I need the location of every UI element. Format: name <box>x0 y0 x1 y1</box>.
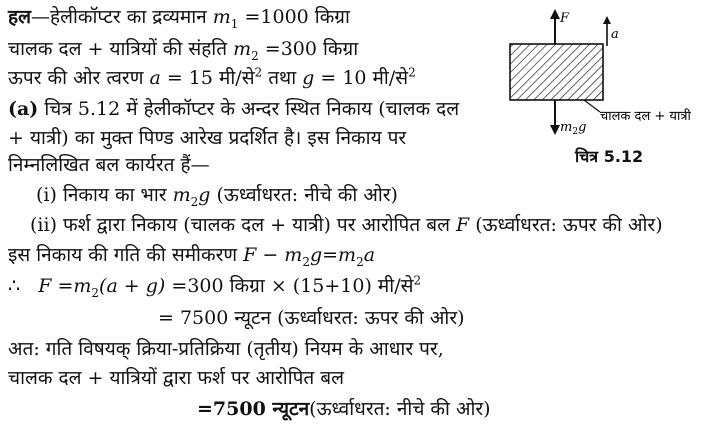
solution-line-9: इस निकाय की गति की समीकरण $F - m_2g=m_2a$ <box>8 244 376 269</box>
solution-line-5: + यात्री) का मुक्त पिण्ड आरेख प्रदर्शित है। इस निकाय पर <box>8 127 407 149</box>
solution-heading: हल <box>8 6 31 28</box>
solution-line-1: हल—हेलीकॉप्टर का द्रव्यमान $m_1 =1000$ किग्रा <box>8 6 350 31</box>
weight-label: $m_2g$ <box>560 120 587 137</box>
solution-line-3: ऊपर की ओर त्वरण a = 15 मी/से$^2$ तथा g = 10 मी/से$^2$ <box>8 65 416 89</box>
force-F-label: F <box>560 11 570 26</box>
solution-line-11: = 7500 न्यूटन (ऊर्ध्वाधरत: ऊपर की ओर) <box>158 307 465 329</box>
figure-caption: चित्र 5.12 <box>575 147 644 166</box>
solution-line-10: ∴ $F =m_2(a + g) =300$ किग्रा × (15+10) मी/से$^2$ <box>8 273 422 300</box>
solution-line-12: अत: गति विषयक् क्रिया-प्रतिक्रिया (तृतीय) नियम के आधार पर, <box>8 338 444 360</box>
solution-line-13: चालक दल + यात्रियों द्वारा फर्श पर आरोपित बल <box>8 367 345 389</box>
system-label: चालक दल + यात्री <box>600 109 691 124</box>
acceleration-label: a <box>611 27 619 42</box>
solution-line-6: निम्नलिखित बल कार्यरत हैं— <box>8 154 210 176</box>
solution-line-7: (i) निकाय का भार $m_2g$ (ऊर्ध्वाधरत: नीचे की ओर) <box>36 184 398 209</box>
solution-line-2: चालक दल + यात्रियों की संहति $m_2 =300$ किग्रा <box>8 38 359 63</box>
solution-line-4: (a) चित्र 5.12 में हेलीकॉप्टर के अन्दर स्थित निकाय (चालक दल <box>8 98 460 120</box>
solution-line-8: (ii) फर्श द्वारा निकाय (चालक दल + यात्री) पर आरोपित बल F (ऊर्ध्वाधरत: ऊपर की ओर) <box>30 214 663 236</box>
solution-line-14: =7500 न्यूटन(ऊर्ध्वाधरत: नीचे की ओर) <box>197 398 491 420</box>
system-block <box>510 44 603 100</box>
system-pointer-line <box>584 100 600 112</box>
